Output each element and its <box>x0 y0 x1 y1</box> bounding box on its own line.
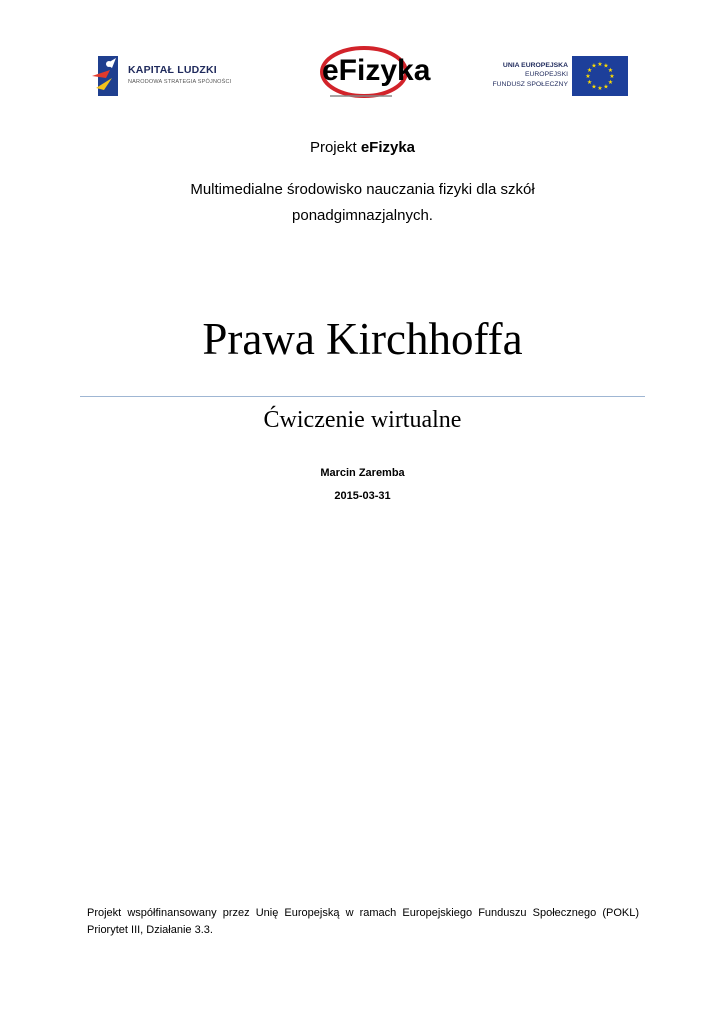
eu-star-icon: ★ <box>591 84 597 91</box>
project-prefix: Projekt <box>309 139 361 156</box>
eu-line2: EUROPEJSKI <box>524 71 568 79</box>
eu-star-icon: ★ <box>603 84 609 91</box>
eu-star-icon: ★ <box>597 62 603 68</box>
eu-logo <box>486 56 628 96</box>
eu-line3: FUNDUSZ SPOŁECZNY <box>492 80 568 88</box>
eu-flag-icon <box>572 56 628 96</box>
eu-star-icon: ★ <box>585 74 591 80</box>
project-name: eFizyka <box>360 139 416 156</box>
kapital-ludzki-name: KAPITAŁ LUDZKI <box>128 64 217 76</box>
eu-star-icon: ★ <box>586 68 593 74</box>
author-name: Marcin Zaremba <box>320 467 405 479</box>
eu-star-icon: ★ <box>586 80 593 86</box>
document-subtitle: Ćwiczenie wirtualne <box>263 407 462 433</box>
kapital-ludzki-emblem-icon <box>92 54 126 98</box>
eu-star-icon: ★ <box>609 74 615 80</box>
efizyka-logo <box>312 42 431 104</box>
document-date: 2015-03-31 <box>334 490 391 502</box>
eu-logo-text <box>492 61 568 89</box>
description-line-2: ponadgimnazjalnych. <box>292 207 433 224</box>
title-divider <box>80 396 645 397</box>
eu-line1: UNIA EUROPEJSKA <box>502 62 568 69</box>
eu-star-icon: ★ <box>597 86 603 92</box>
efizyka-logo-text: eFizyka <box>322 54 431 87</box>
eu-star-icon: ★ <box>591 63 597 70</box>
kapital-ludzki-subtitle: NARODOWA STRATEGIA SPÓJNOŚCI <box>128 79 232 85</box>
efizyka-logo-icon <box>312 42 431 104</box>
eu-star-icon: ★ <box>607 80 614 86</box>
project-line <box>0 139 725 156</box>
document-title: Prawa Kirchhoffa <box>202 314 523 364</box>
eu-star-icon: ★ <box>607 68 614 74</box>
eu-star-icon: ★ <box>603 63 609 70</box>
kapital-ludzki-logo <box>92 54 232 98</box>
project-description <box>0 177 725 229</box>
description-line-1: Multimedialne środowisko nauczania fizyki dla szkół <box>190 181 535 198</box>
funding-footer: Projekt współfinansowany przez Unię Europejską w ramach Europejskiego Funduszu Społecznego (POKL) Priorytet III, Działanie 3.3. <box>87 907 639 936</box>
